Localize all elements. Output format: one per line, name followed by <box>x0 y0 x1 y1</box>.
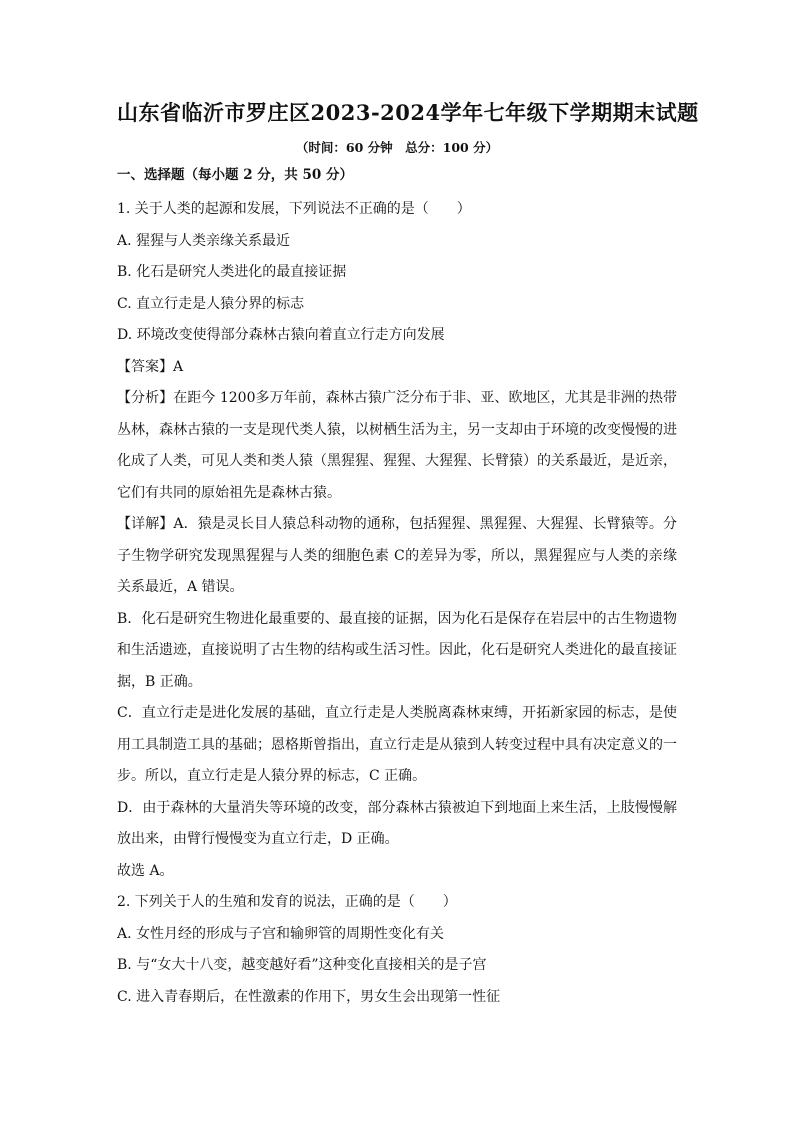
question-1-answer: 【答案】A <box>117 358 184 375</box>
section-heading: 一、选择题（每小题 2 分，共 50 分） <box>117 167 353 183</box>
question-1 <box>117 194 677 887</box>
question-1-conclusion: 故选 A。 <box>117 862 174 879</box>
question-1-option-c: C. 直立行走是人猿分界的标志 <box>117 295 305 312</box>
question-1-analysis: 【分析】在距今 1200多万年前，森林古猿广泛分布于非、亚、欧地区，尤其是非洲的热带丛林，森林古猿的一支是现代类人猿，以树栖生活为主，另一支却由于环境的改变慢慢的进化成了人类，可见人类和类人猿（黑猩猩、猩猩、大猩猩、长臂猿）的关系最近，是近亲，它们有共同的原始祖先是森林古猿。 <box>117 390 677 501</box>
question-2-option-b: B. 与“女大十八变，越变越好看”这种变化直接相关的是子宫 <box>117 957 487 973</box>
question-1-detail-b: B．化石是研究生物进化最重要的、最直接的证据，因为化石是保存在岩层中的古生物遗物和生活遗迹，直接说明了古生物的结构或生活习性。因此，化石是研究人类进化的最直接证据，B 正确。 <box>117 610 677 690</box>
question-1-stem: 1. 关于人类的起源和发展，下列说法不正确的是（ ） <box>117 201 471 217</box>
question-2-option-a: A. 女性月经的形成与子宫和输卵管的周期性变化有关 <box>117 925 445 942</box>
question-2 <box>117 887 677 1013</box>
question-1-detail-d: D．由于森林的大量消失等环境的改变，部分森林古猿被迫下到地面上来生活，上肢慢慢解放出来，由臂行慢慢变为直立行走，D 正确。 <box>117 799 677 847</box>
exam-time-score: （时间：60 分钟 总分：100 分） <box>295 140 499 155</box>
question-1-option-d: D. 环境改变使得部分森林古猿向着直立行走方向发展 <box>117 327 445 343</box>
question-1-option-b: B. 化石是研究人类进化的最直接证据 <box>117 264 347 280</box>
question-2-option-c: C. 进入青春期后，在性激素的作用下，男女生会出现第一性征 <box>117 988 501 1005</box>
question-1-detail-a: 【详解】A．猿是灵长目人猿总科动物的通称，包括猩猩、黑猩猩、大猩猩、长臂猿等。分子生物学研究发现黑猩猩与人类的细胞色素 C的差异为零，所以，黑猩猩应与人类的亲缘关系最近，A 错误。 <box>117 516 677 595</box>
question-1-option-a: A. 猩猩与人类亲缘关系最近 <box>117 232 291 249</box>
question-2-stem: 2. 下列关于人的生殖和发育的说法，正确的是（ ） <box>117 894 457 910</box>
question-1-detail-c: C．直立行走是进化发展的基础，直立行走是人类脱离森林束缚，开拓新家园的标志，是使用工具制造工具的基础；恩格斯曾指出，直立行走是从猿到人转变过程中具有决定意义的一步。所以，直立行走是人猿分界的标志，C 正确。 <box>117 705 677 784</box>
exam-title: 山东省临沂市罗庄区2023-2024学年七年级下学期期末试题 <box>117 100 699 125</box>
